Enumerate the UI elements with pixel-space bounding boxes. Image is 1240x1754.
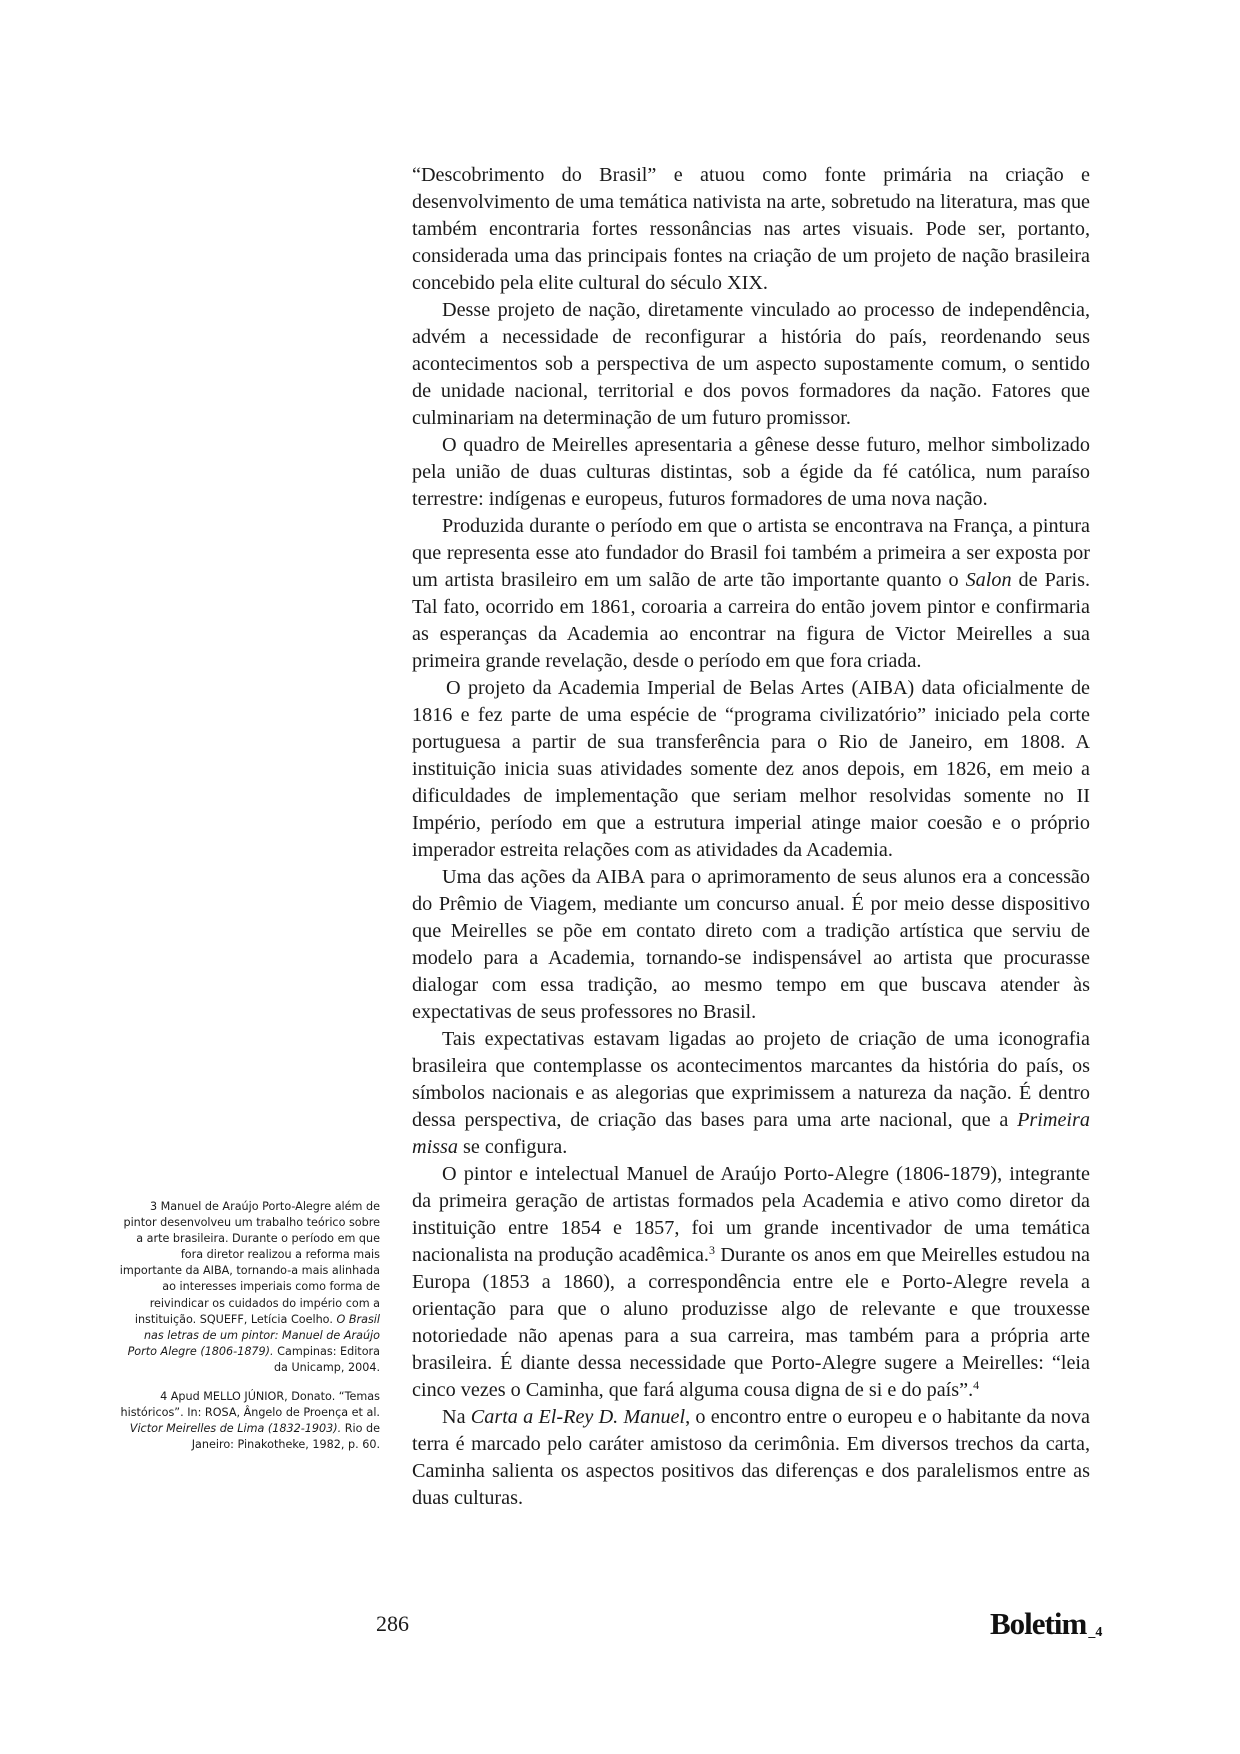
footnote-italic-title: O Brasil nas letras de um pintor: Manuel de Araújo Porto Alegre (1806-1879).: [127, 1312, 380, 1358]
italic-title: Carta a El-Rey D. Manuel: [470, 1406, 686, 1428]
paragraph-text: , o encontro entre o europeu e o habitante da nova terra é marcado pelo caráter amistoso da cerimônia. Em diversos trechos da carta, Caminha salienta os aspectos positivos das diferenças e dos paralelismos entre as duas culturas.: [412, 1406, 1090, 1509]
paragraph-text: O projeto da Academia Imperial de Belas Artes (AIBA) data oficialmente de 1816 e fez parte de uma espécie de “programa civilizatório” iniciado pela corte portuguesa a partir de sua transferência para o Rio de Janeiro, em 1808. A instituição inicia suas atividades somente dez anos depois, em 1826, em meio a dificuldades de implementação que seriam melhor resolvidas somente no II Império, período em que a estrutura imperial atinge maior coesão e o próprio imperador estreita relações com as atividades da Academia.: [412, 677, 1090, 861]
paragraph: [412, 1161, 1090, 1404]
paragraph-text: Uma das ações da AIBA para o aprimoramento de seus alunos era a concessão do Prêmio de Viagem, mediante um concurso anual. É por meio desse dispositivo que Meirelles se põe em contato direto com a tradição artística que serviu de modelo para a Academia, tornando-se indispensável ao artista que procurasse dialogar com essa tradição, ao mesmo tempo em que buscava atender às expectativas de seus professores no Brasil.: [412, 866, 1090, 1023]
footnote-text: 3 Manuel de Araújo Porto-Alegre além de pintor desenvolveu um trabalho teórico sobre a arte brasileira. Durante o período em que fora diretor realizou a reforma mais importante da AIBA, tornando-a mais alinhada ao interesses imperiais como forma de reivindicar os cuidados do império com a instituição. SQUEFF, Letícia Coelho.: [119, 1200, 380, 1326]
footnote-3: [118, 1199, 380, 1376]
footnote-marker[interactable]: 3: [708, 1243, 715, 1257]
paragraph-text: Tais expectativas estavam ligadas ao projeto de criação de uma iconografia brasileira que contemplasse os acontecimentos marcantes da história do país, os símbolos nacionais e as alegorias que exprimissem a natureza da nação. É dentro dessa perspectiva, de criação das bases para uma arte nacional, que a: [412, 1028, 1090, 1131]
paragraph: [412, 1026, 1090, 1161]
italic-term: Salon: [965, 569, 1012, 591]
paragraph-text: Durante os anos em que Meirelles estudou na Europa (1853 a 1860), a correspondência entre ele e Porto-Alegre revela a orientação para que o aluno produzisse algo de relevante e que trouxesse notoriedade não apenas para a sua carreira, mas também para a própria arte brasileira. É diante dessa necessidade que Porto-Alegre sugere a Meirelles: “leia cinco vezes o Caminha, que fará alguma cousa digna de si e do país”.: [412, 1244, 1091, 1401]
journal-logo: [990, 1606, 1102, 1642]
footnotes: [118, 1199, 380, 1466]
footnote-text: 4 Apud MELLO JÚNIOR, Donato. “Temas históricos”. In: ROSA, Ângelo de Proença et al.: [120, 1390, 380, 1420]
page-number: 286: [376, 1611, 409, 1636]
paragraph: [412, 162, 1090, 297]
footnote-4: [118, 1389, 380, 1453]
paragraph-text: se configura.: [458, 1136, 568, 1158]
paragraph: [412, 675, 1090, 864]
body-text: [412, 162, 1090, 1512]
footnote-text: Campinas: Editora da Unicamp, 2004.: [273, 1344, 380, 1374]
paragraph: [412, 864, 1090, 1026]
footnote-text: Rio de Janeiro: Pinakotheke, 1982, p. 60.: [191, 1422, 380, 1452]
logo-issue: _4: [1088, 1625, 1103, 1640]
paragraph-text: Produzida durante o período em que o artista se encontrava na França, a pintura que representa esse ato fundador do Brasil foi também a primeira a ser exposta por um artista brasileiro em um salão de arte tão importante quanto o: [412, 515, 1090, 591]
footnote-marker[interactable]: 4: [973, 1378, 980, 1392]
paragraph-text: O pintor e intelectual Manuel de Araújo Porto-Alegre (1806-1879), integrante da primeira geração de artistas formados pela Academia e ativo como diretor da instituição entre 1854 e 1857, foi um grande incentivador de uma temática nacionalista na produção acadêmica.: [412, 1163, 1090, 1266]
paragraph: [412, 513, 1090, 675]
paragraph-text: O quadro de Meirelles apresentaria a gênese desse futuro, melhor simbolizado pela união de duas culturas distintas, sob a égide da fé católica, num paraíso terrestre: indígenas e europeus, futuros formadores de uma nova nação.: [412, 434, 1090, 510]
paragraph: [412, 297, 1090, 432]
paragraph-text: de Paris. Tal fato, ocorrido em 1861, coroaria a carreira do então jovem pintor e confirmaria as esperanças da Academia ao encontrar na figura de Victor Meirelles a sua primeira grande revelação, desde o período em que fora criada.: [412, 569, 1090, 672]
italic-title: Primeira missa: [412, 1109, 1090, 1158]
paragraph-text: Desse projeto de nação, diretamente vinculado ao processo de independência, advém a necessidade de reconfigurar a história do país, reordenando seus acontecimentos sob a perspectiva de um aspecto supostamente comum, o sentido de unidade nacional, territorial e dos povos formadores da nação. Fatores que culminariam na determinação de um futuro promissor.: [412, 299, 1090, 429]
paragraph: [412, 432, 1090, 513]
logo-text: Boletim: [990, 1606, 1087, 1641]
paragraph: [412, 1404, 1090, 1512]
paragraph-text: Na: [442, 1406, 471, 1428]
paragraph-text: “Descobrimento do Brasil” e atuou como fonte primária na criação e desenvolvimento de uma temática nativista na arte, sobretudo na literatura, mas que também encontraria fortes ressonâncias nas artes visuais. Pode ser, portanto, considerada uma das principais fontes na criação de um projeto de nação brasileira concebido pela elite cultural do século XIX.: [412, 164, 1090, 294]
footnote-italic-title: Victor Meirelles de Lima (1832-1903).: [129, 1422, 342, 1436]
